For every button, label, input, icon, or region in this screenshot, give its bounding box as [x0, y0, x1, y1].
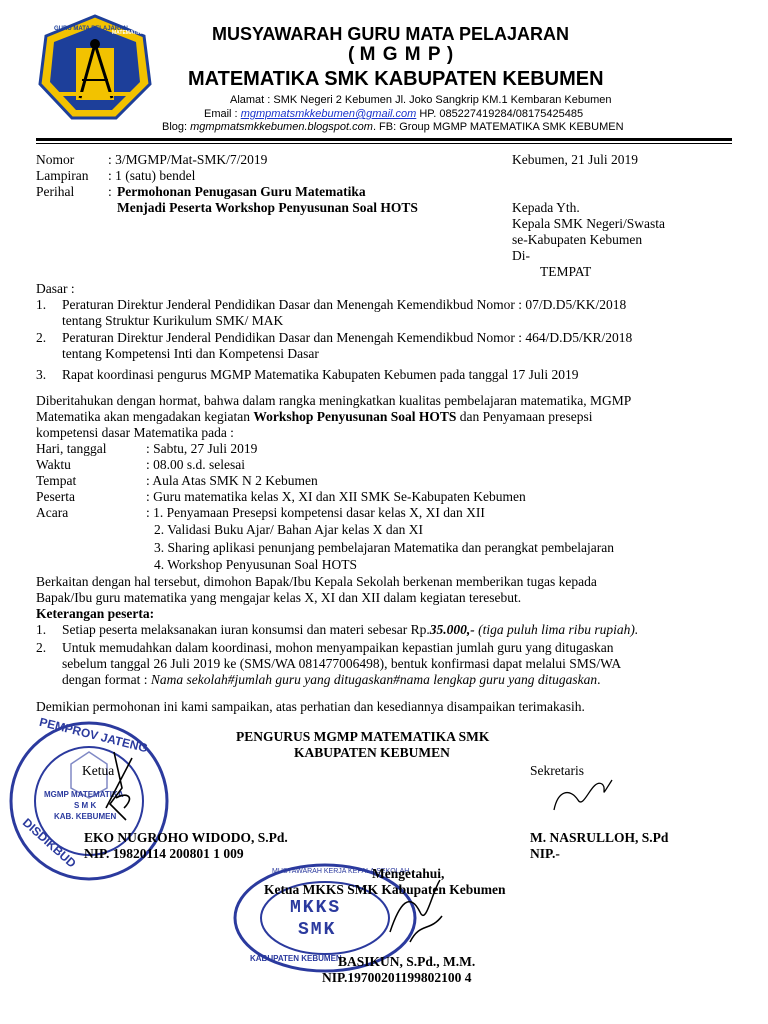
ket-1-words: (tiga puluh lima ribu rupiah). [474, 622, 639, 637]
dasar-2-text2: tentang Kompetensi Inti dan Kompetensi Dasar [62, 346, 319, 361]
detail-label-tempat: Tempat [36, 473, 77, 488]
dasar-2-num: 2. [36, 330, 47, 345]
logo-text-2: MATEMATIKA [112, 30, 145, 36]
mengetahui: Mengetahui, [372, 866, 445, 881]
stamp1-center-1: MGMP MATEMATIKA [44, 790, 124, 799]
perihal-label: Perihal [36, 184, 75, 199]
perihal-value-1: Permohonan Penugasan Guru Matematika [117, 184, 366, 199]
ket-2-line2: sebelum tanggal 26 Juli 2019 ke (SMS/WA 081477006498), bentuk konfirmasi dapat melalui SMS/WA [62, 656, 622, 671]
p1-line3: kompetensi dasar Matematika pada : [36, 425, 234, 440]
mkks-title: Ketua MKKS SMK Kabupaten Kebumen [264, 882, 506, 897]
ket-2-line1: Untuk memudahkan dalam koordinasi, mohon menyampaikan kepastian jumlah guru yang ditugaskan [62, 640, 614, 655]
ketua-name: EKO NUGROHO WIDODO, S.Pd. [84, 830, 288, 845]
sekretaris-signature [548, 770, 618, 820]
header-contact [204, 108, 583, 120]
p2-line1: Berkaitan dengan hal tersebut, dimohon Bapak/Ibu Kepala Sekolah berkenan memberikan tugas kepada [36, 574, 597, 589]
p1-line1: Diberitahukan dengan hormat, bahwa dalam rangka meningkatkan kualitas pembelajaran matematika, MGMP [36, 393, 632, 408]
email-label: Email : [204, 108, 241, 120]
ketua-title: Ketua [82, 763, 115, 778]
phone: HP. 085227419284/08175425485 [416, 108, 584, 120]
stamp2-bottom-text: KABUPATEN KEBUMEN [250, 954, 342, 963]
ketua-nip: NIP. 19820114 200801 1 009 [84, 846, 244, 861]
detail-value-acara: : 1. Penyamaan Presepsi kompetensi dasar kelas X, XI dan XII [146, 505, 485, 520]
recipient-tempat: TEMPAT [540, 264, 592, 279]
email-link[interactable]: mgmpmatsmkkebumen@gmail.com [240, 108, 417, 120]
stamp1-top-text: PEMPROV JATENG [37, 714, 150, 756]
dasar-3-text: Rapat koordinasi pengurus MGMP Matematika Kabupaten Kebumen pada tanggal 17 Juli 2019 [62, 367, 579, 382]
stamp2-top-text: MUSYAWARAH KERJA KEPALA SEKOLAH [272, 868, 410, 875]
header-divider-thin [36, 143, 732, 144]
ket-2-line3-c: . [597, 672, 601, 687]
mkks-name: BASIKUN, S.Pd., M.M. [338, 954, 476, 969]
ket-2-num: 2. [36, 640, 47, 655]
blog-link[interactable]: mgmpmatsmkkebumen.blogspot.com [190, 121, 373, 133]
stamp2-center-1: MKKS [290, 898, 342, 918]
recipient-2: se-Kabupaten Kebumen [512, 232, 643, 247]
p2-line2: Bapak/Ibu guru matematika yang mengajar kelas X, XI dan XII dalam kegiatan teresebut. [36, 590, 522, 605]
logo-text: GURU MATA PELAJARAN [54, 26, 128, 32]
dasar-3-num: 3. [36, 367, 47, 382]
nomor-label: Nomor [36, 152, 75, 167]
workshop-title: Workshop Penyusunan Soal HOTS [253, 409, 457, 424]
closing-text: Demikian permohonan ini kami sampaikan, atas perhatian dan kesediannya disampaikan terimakasih. [36, 699, 585, 714]
stamp1-bottom-text: DISDIKBUD [19, 815, 79, 871]
ket-1-num: 1. [36, 622, 47, 637]
header-blog [162, 121, 624, 133]
fb-info: . FB: Group MGMP MATEMATIKA SMK KEBUMEN [372, 121, 624, 133]
paren-open: ( [348, 44, 355, 65]
blog-label: Blog: [162, 121, 191, 133]
detail-label-hari: Hari, tanggal [36, 441, 107, 456]
ket-2-line3 [62, 672, 600, 688]
header-address: Alamat : SMK Negeri 2 Kebumen Jl. Joko Sangkrip KM.1 Kembaran Kebumen [230, 94, 612, 106]
sekretaris-title: Sekretaris [530, 763, 584, 778]
header-divider [36, 138, 732, 141]
lampiran-value: : 1 (satu) bendel [108, 168, 196, 183]
sig-org-2: KABUPATEN KEBUMEN [294, 745, 450, 760]
mgmp-abbr: M G M P [359, 44, 442, 65]
stamp1-center-2: S M K [74, 801, 97, 810]
recipient-1: Kepala SMK Negeri/Swasta [512, 216, 665, 231]
detail-value-hari: : Sabtu, 27 Juli 2019 [146, 441, 258, 456]
dasar-1-text: Peraturan Direktur Jenderal Pendidikan Dasar dan Menengah Kemendikbud Nomor : 07/D.D5/KK/2018 [62, 297, 627, 312]
header-line3: MATEMATIKA SMK KABUPATEN KEBUMEN [188, 68, 604, 90]
detail-value-waktu: : 08.00 s.d. selesai [146, 457, 245, 472]
detail-label-peserta: Peserta [36, 489, 75, 504]
mkks-nip: NIP.19700201199802100 4 [322, 970, 472, 985]
letter-date: Kebumen, 21 Juli 2019 [512, 152, 638, 167]
stamp2-center-2: SMK [298, 920, 337, 940]
dasar-1-text2: tentang Struktur Kurikulum SMK/ MAK [62, 313, 284, 328]
header-line2 [348, 44, 453, 66]
sekretaris-name: M. NASRULLOH, S.Pd [530, 830, 669, 845]
acara-item-2: 2. Validasi Buku Ajar/ Bahan Ajar kelas X dan XI [154, 522, 423, 537]
ket-2-format: Nama sekolah#jumlah guru yang ditugaskan#nama lengkap guru yang ditugaskan [150, 672, 598, 687]
kepada: Kepada Yth. [512, 200, 580, 215]
sig-org-1: PENGURUS MGMP MATEMATIKA SMK [236, 729, 490, 744]
stamp1-center-3: KAB. KEBUMEN [54, 812, 117, 821]
ket-1-text [62, 622, 638, 638]
paren-close: ) [446, 44, 454, 65]
detail-value-tempat: : Aula Atas SMK N 2 Kebumen [146, 473, 318, 488]
dasar-2-text: Peraturan Direktur Jenderal Pendidikan Dasar dan Menengah Kemendikbud Nomor : 464/D.D5/KR/2018 [62, 330, 633, 345]
ket-1-amount: 35.000,- [429, 622, 475, 637]
dasar-1-num: 1. [36, 297, 47, 312]
ket-2-line3-a: dengan format : [62, 672, 151, 687]
keterangan-title: Keterangan peserta: [36, 606, 155, 621]
detail-label-acara: Acara [36, 505, 69, 520]
ket-1-a: Setiap peserta melaksanakan iuran konsumsi dan materi sebesar Rp. [62, 622, 430, 637]
p1-line2-a: Matematika akan mengadakan kegiatan [36, 409, 254, 424]
p1-line2 [36, 409, 592, 425]
perihal-value-2: Menjadi Peserta Workshop Penyusunan Soal HOTS [117, 200, 418, 215]
sekretaris-nip: NIP.- [530, 846, 560, 861]
perihal-colon: : [108, 184, 112, 199]
nomor-value: : 3/MGMP/Mat-SMK/7/2019 [108, 152, 268, 167]
lampiran-label: Lampiran [36, 168, 89, 183]
dasar-title: Dasar : [36, 281, 75, 296]
detail-label-waktu: Waktu [36, 457, 71, 472]
acara-item-3: 3. Sharing aplikasi penunjang pembelajaran Matematika dan perangkat pembelajaran [154, 540, 614, 555]
p1-line2-c: dan Penyamaan presepsi [456, 409, 593, 424]
header-line1: MUSYAWARAH GURU MATA PELAJARAN [212, 24, 570, 44]
acara-item-4: 4. Workshop Penyusunan Soal HOTS [154, 557, 358, 572]
mgmp-logo [36, 14, 154, 122]
detail-value-peserta: : Guru matematika kelas X, XI dan XII SMK Se-Kabupaten Kebumen [146, 489, 526, 504]
recipient-di: Di- [512, 248, 530, 263]
ketua-signature [92, 748, 152, 828]
